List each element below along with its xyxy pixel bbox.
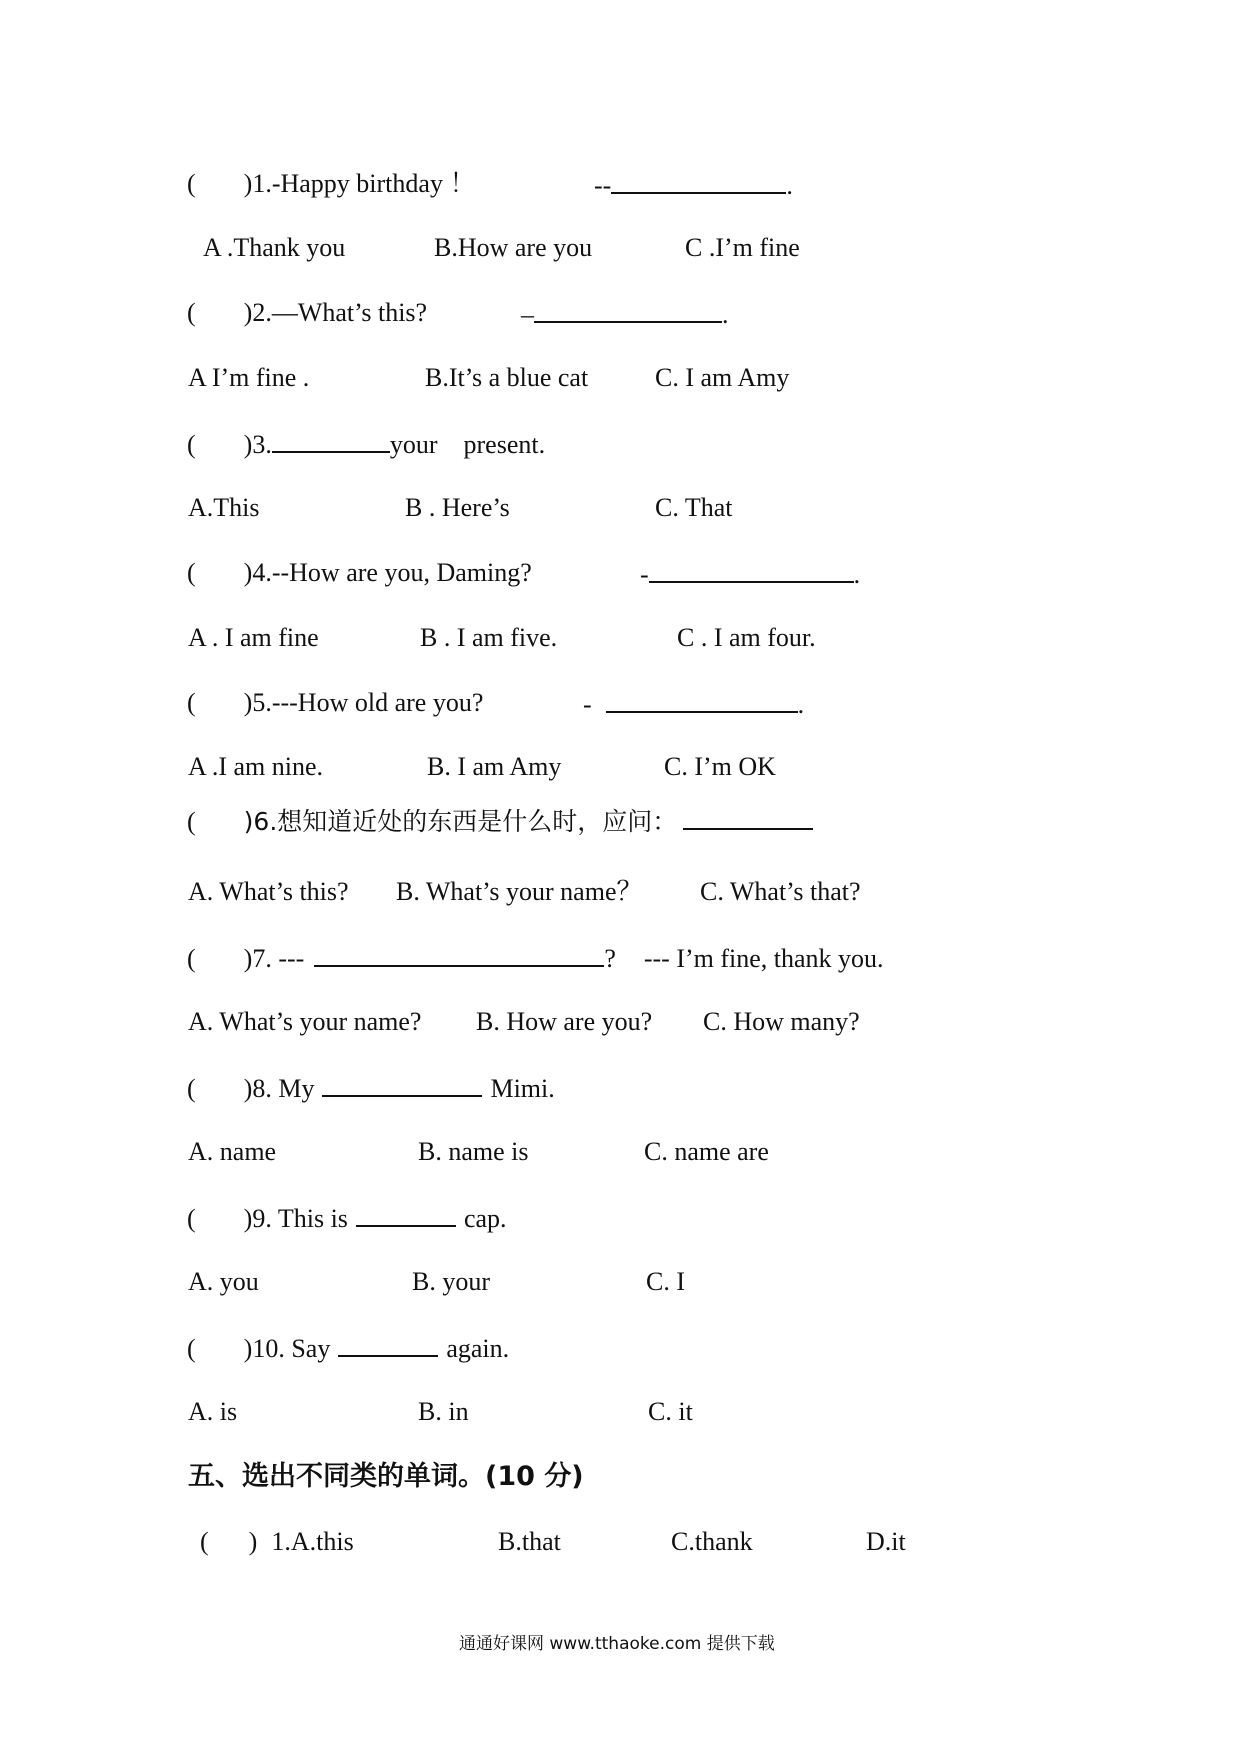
question-text: )2.—What’s this? xyxy=(243,298,428,327)
answer-blank[interactable] xyxy=(322,1071,482,1097)
answer-paren: ( xyxy=(187,169,196,198)
question-text: )4.--How are you, Daming? xyxy=(243,558,532,587)
option-b[interactable]: B.How are you xyxy=(434,233,593,262)
option-a[interactable]: A. What’s this? xyxy=(188,877,349,906)
answer-paren: ( xyxy=(187,688,196,717)
answer-blank[interactable] xyxy=(611,168,786,194)
answer-paren: ( xyxy=(187,558,196,587)
option-b[interactable]: B. How are you? xyxy=(476,1007,653,1036)
option-a[interactable]: A I’m fine . xyxy=(188,363,310,392)
question-1-stem xyxy=(187,168,475,200)
question-7-stem: ( )7. --- ? --- I’m fine, thank you. xyxy=(187,941,884,975)
section-5-question-1: ( ) 1.A.this xyxy=(200,1527,354,1556)
option-a[interactable]: A .I am nine. xyxy=(188,752,324,781)
answer-paren: ( xyxy=(187,807,196,836)
answer-paren: ( xyxy=(187,944,196,973)
answer-blank[interactable] xyxy=(606,687,798,713)
answer-blank[interactable] xyxy=(338,1331,438,1357)
question-10-stem: ( )10. Say again. xyxy=(187,1331,509,1365)
option-c[interactable]: C. it xyxy=(648,1397,693,1426)
answer-blank[interactable] xyxy=(356,1201,456,1227)
question-8-stem: ( )8. My Mimi. xyxy=(187,1071,555,1105)
option-a[interactable]: A. name xyxy=(188,1137,277,1166)
option-c[interactable]: C. That xyxy=(655,493,733,522)
option-c[interactable]: C .I’m fine xyxy=(685,233,800,262)
question-4-answer: - . xyxy=(640,557,860,591)
answer-paren: ( xyxy=(187,430,196,459)
option-a[interactable]: A.This xyxy=(188,493,260,522)
option-b[interactable]: B . Here’s xyxy=(405,493,510,522)
option-b[interactable]: B . I am five. xyxy=(420,623,558,652)
option-c[interactable]: C . I am four. xyxy=(677,623,816,652)
option-c[interactable]: C. name are xyxy=(644,1137,769,1166)
question-6-stem xyxy=(187,804,813,838)
answer-paren: ( xyxy=(187,1074,196,1103)
option-c[interactable]: C. How many? xyxy=(703,1007,860,1036)
question-3-stem: ( )3. your present. xyxy=(187,427,545,461)
option-c[interactable]: C. I xyxy=(646,1267,685,1296)
option-c[interactable]: C. I’m OK xyxy=(664,752,776,781)
option-b[interactable]: B. your xyxy=(412,1267,490,1296)
option-d[interactable]: D.it xyxy=(866,1527,906,1556)
answer-blank[interactable] xyxy=(683,804,813,830)
option-c[interactable]: C.thank xyxy=(671,1527,753,1556)
option-b[interactable]: B.that xyxy=(498,1527,561,1556)
option-a[interactable]: A.this xyxy=(290,1527,354,1556)
question-text: )5.---How old are you? xyxy=(243,688,484,717)
answer-paren: ( xyxy=(187,1334,196,1363)
question-2-answer: – . xyxy=(521,297,729,331)
option-c[interactable]: C. I am Amy xyxy=(655,363,790,392)
option-a[interactable]: A. What’s your name? xyxy=(188,1007,422,1036)
question-text: )6.想知道近处的东西是什么时，应问： xyxy=(243,807,678,836)
option-a[interactable]: A .Thank you xyxy=(203,233,346,262)
answer-blank[interactable] xyxy=(272,427,390,453)
question-1-answer: -- . xyxy=(594,168,793,202)
option-b[interactable]: B.It’s a blue cat xyxy=(425,363,589,392)
option-b[interactable]: B. in xyxy=(418,1397,469,1426)
option-b[interactable]: B. I am Amy xyxy=(427,752,562,781)
option-b[interactable]: B. name is xyxy=(418,1137,529,1166)
answer-paren: ( xyxy=(187,298,196,327)
question-9-stem: ( )9. This is cap. xyxy=(187,1201,507,1235)
option-b[interactable]: B. What’s your name？ xyxy=(396,877,643,906)
question-text: )1.-Happy birthday ！ xyxy=(243,169,476,198)
answer-blank[interactable] xyxy=(649,557,854,583)
page-footer: 通通好课网 www.tthaoke.com 提供下载 xyxy=(459,1634,775,1654)
option-a[interactable]: A. you xyxy=(188,1267,259,1296)
answer-blank[interactable] xyxy=(534,297,722,323)
answer-blank[interactable] xyxy=(314,941,604,967)
option-a[interactable]: A . I am fine xyxy=(188,623,319,652)
option-a[interactable]: A. is xyxy=(188,1397,238,1426)
question-4-stem xyxy=(187,557,532,589)
question-5-answer: - . xyxy=(583,687,804,721)
question-2-stem xyxy=(187,297,427,329)
section-5-heading: 五、选出不同类的单词。(10 分) xyxy=(188,1461,584,1492)
answer-paren: ( xyxy=(187,1204,196,1233)
question-5-stem xyxy=(187,687,483,719)
option-c[interactable]: C. What’s that? xyxy=(700,877,861,906)
